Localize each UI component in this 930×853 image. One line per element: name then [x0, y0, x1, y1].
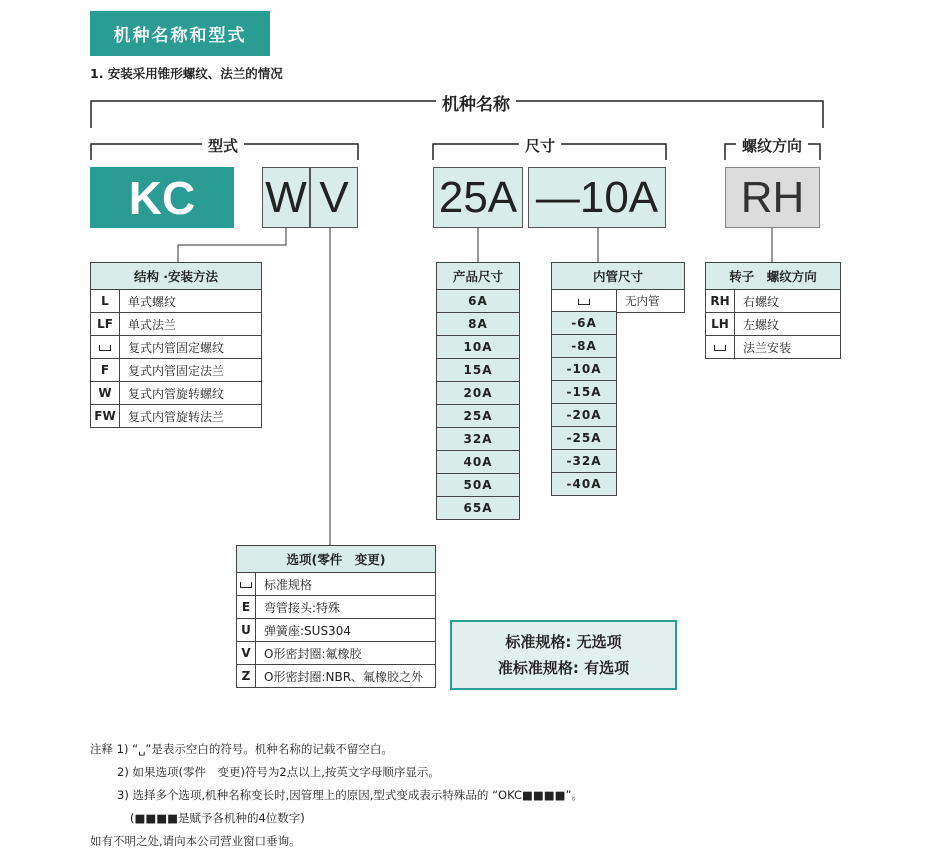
list-item: 32A [437, 428, 520, 451]
table-row [91, 359, 262, 382]
table-row [91, 405, 262, 428]
size-label: 尺寸 [519, 135, 561, 156]
row-desc: 右螺纹 [735, 290, 841, 313]
row-desc: 复式内管旋转法兰 [120, 405, 262, 428]
list-item: -32A [552, 450, 617, 473]
table-row [91, 313, 262, 336]
row-code: W [91, 382, 120, 405]
note-1: 注释 1) “␣”是表示空白的符号。机种名称的记载不留空白。 [90, 742, 393, 756]
blank-symbol-icon [240, 582, 252, 588]
row-desc: O形密封圈:氟橡胶 [256, 642, 436, 665]
row-desc: 单式螺纹 [120, 290, 262, 313]
list-item: 10A [437, 336, 520, 359]
code-inner-size: —10A [528, 167, 666, 228]
row-desc: 复式内管旋转螺纹 [120, 382, 262, 405]
list-item: 65A [437, 497, 520, 520]
options-table [236, 545, 436, 688]
space-symbol [237, 573, 256, 596]
row-desc: 法兰安装 [735, 336, 841, 359]
row-code: U [237, 619, 256, 642]
note-4: (■■■■是赋予各机种的4位数字) [130, 811, 305, 825]
row-code: FW [91, 405, 120, 428]
inner-size-list [551, 311, 617, 496]
row-desc: 弹簧座:SUS304 [256, 619, 436, 642]
table-row [91, 290, 262, 313]
rotor-table [705, 262, 841, 359]
list-item: 6A [437, 290, 520, 313]
list-item: 25A [437, 405, 520, 428]
structure-header: 结构 ·安装方法 [91, 263, 262, 290]
row-desc: 左螺纹 [735, 313, 841, 336]
blank-symbol-icon [578, 299, 590, 305]
list-item: -8A [552, 335, 617, 358]
row-desc: 无内管 [617, 290, 685, 313]
table-row [552, 290, 685, 313]
row-code: LF [91, 313, 120, 336]
blank-symbol-icon [99, 345, 111, 351]
blank-symbol-icon [714, 345, 726, 351]
row-code: RH [706, 290, 735, 313]
list-item: 20A [437, 382, 520, 405]
standard-line: 标准规格: 无选项 [505, 633, 622, 651]
note-2: 2) 如果选项(零件 变更)符号为2点以上,按英文字母顺序显示。 [117, 765, 440, 779]
table-row [237, 573, 436, 596]
space-symbol [552, 290, 617, 313]
row-code: V [237, 642, 256, 665]
list-item: 8A [437, 313, 520, 336]
product-size-table [436, 262, 520, 520]
structure-table [90, 262, 262, 428]
code-kc: KC [90, 167, 234, 228]
options-header: 选项(零件 变更) [237, 546, 436, 573]
table-row [237, 665, 436, 688]
list-item: 15A [437, 359, 520, 382]
space-symbol [706, 336, 735, 359]
table-row [706, 336, 841, 359]
row-desc: 单式法兰 [120, 313, 262, 336]
row-code: Z [237, 665, 256, 688]
row-code: L [91, 290, 120, 313]
list-item: -6A [552, 312, 617, 335]
type-label: 型式 [202, 135, 244, 156]
thread-direction-label: 螺纹方向 [736, 135, 808, 156]
row-desc: 标准规格 [256, 573, 436, 596]
table-row [706, 290, 841, 313]
list-item: -40A [552, 473, 617, 496]
row-desc: 复式内管固定法兰 [120, 359, 262, 382]
code-w: W [262, 167, 310, 228]
table-row [237, 642, 436, 665]
table-row [237, 596, 436, 619]
space-symbol [91, 336, 120, 359]
row-code: E [237, 596, 256, 619]
row-code: LH [706, 313, 735, 336]
list-item: 40A [437, 451, 520, 474]
table-row [706, 313, 841, 336]
table-row [91, 382, 262, 405]
code-rh: RH [725, 167, 820, 228]
product-size-header: 产品尺寸 [437, 263, 520, 290]
row-desc: O形密封圈:NBR、氟橡胶之外 [256, 665, 436, 688]
code-v: V [310, 167, 358, 228]
subtitle: 1. 安装采用锥形螺纹、法兰的情况 [90, 66, 283, 81]
table-row [237, 619, 436, 642]
row-code: F [91, 359, 120, 382]
row-desc: 复式内管固定螺纹 [120, 336, 262, 359]
semi-standard-line: 准标准规格: 有选项 [497, 659, 630, 677]
model-name-label: 机种名称 [436, 90, 516, 115]
list-item: -15A [552, 381, 617, 404]
footnotes [90, 738, 583, 853]
note-3: 3) 选择多个选项,机种名称变长时,因管理上的原因,型式变成表示特殊品的 “OKC■■■■”。 [117, 788, 583, 802]
list-item: -25A [552, 427, 617, 450]
inner-size-header: 内管尺寸 [552, 263, 685, 290]
note-5: 如有不明之处,请向本公司营业窗口垂询。 [90, 834, 301, 848]
table-row [91, 336, 262, 359]
list-item: -10A [552, 358, 617, 381]
inner-size-table [551, 262, 685, 313]
section-title: 机种名称和型式 [90, 11, 270, 56]
rotor-header: 转子 螺纹方向 [706, 263, 841, 290]
standard-spec-note [450, 620, 677, 690]
code-size: 25A [433, 167, 523, 228]
row-desc: 弯管接头:特殊 [256, 596, 436, 619]
list-item: 50A [437, 474, 520, 497]
list-item: -20A [552, 404, 617, 427]
